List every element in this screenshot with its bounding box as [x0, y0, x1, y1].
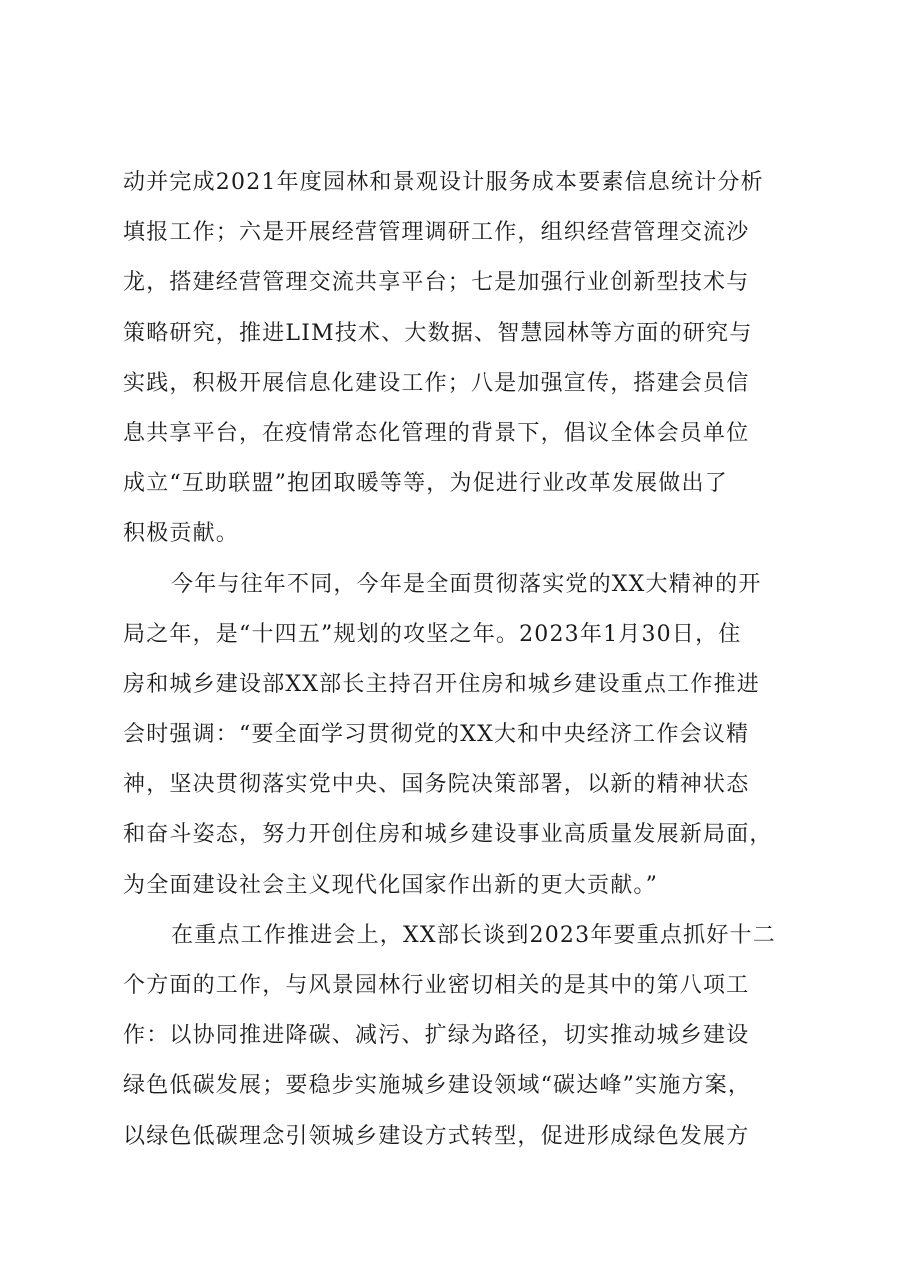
text-line: 填报工作；六是开展经营管理调研工作，组织经营管理交流沙: [123, 220, 750, 246]
body-text: [123, 158, 803, 1162]
text-line: 神，坚决贯彻落实党中央、国务院决策部署，以新的精神状态: [123, 772, 750, 798]
text-line: 息共享平台，在疫情常态化管理的背景下，倡议全体会员单位: [123, 420, 750, 446]
paragraph-first-line: 今年与往年不同，今年是全面贯彻落实党的XX大精神的开: [171, 571, 762, 597]
text-line: 实践，积极开展信息化建设工作；八是加强宣传，搭建会员信: [123, 370, 750, 396]
text-line: 动并完成2021年度园林和景观设计服务成本要素信息统计分析: [123, 170, 764, 195]
text-line: 会时强调：“要全面学习贯彻党的XX大和中央经济工作会议精: [123, 722, 750, 748]
text-line: 为全面建设社会主义现代化国家作出新的更大贡献。”: [123, 872, 659, 898]
text-line: 绿色低碳发展；要稳步实施城乡建设领域“碳达峰”实施方案，: [123, 1073, 752, 1099]
text-line: 个方面的工作，与风景园林行业密切相关的是其中的第八项工: [123, 973, 750, 998]
text-line: 策略研究，推进LIM技术、大数据、智慧园林等方面的研究与: [123, 320, 753, 346]
text-line: 房和城乡建设部XX部长主持召开住房和城乡建设重点工作推进: [123, 671, 760, 697]
text-line: 龙，搭建经营管理交流共享平台；七是加强行业创新型技术与: [123, 270, 750, 296]
text-line: 局之年，是“十四五”规划的攻坚之年。2023年1月30日，住: [123, 621, 742, 647]
text-line: 成立“互助联盟”抱团取暖等等，为促进行业改革发展做出了: [123, 471, 728, 497]
text-line: 和奋斗姿态，努力开创住房和城乡建设事业高质量发展新局面，: [123, 822, 773, 848]
text-line: 作：以协同推进降碳、减污、扩绿为路径，切实推动城乡建设: [123, 1023, 750, 1049]
text-line: 积极贡献。: [123, 521, 240, 547]
text-line: 以绿色低碳理念引领城乡建设方式转型，促进形成绿色发展方: [123, 1123, 750, 1149]
paragraph-first-line: 在重点工作推进会上，XX部长谈到2023年要重点抓好十二: [171, 922, 776, 948]
